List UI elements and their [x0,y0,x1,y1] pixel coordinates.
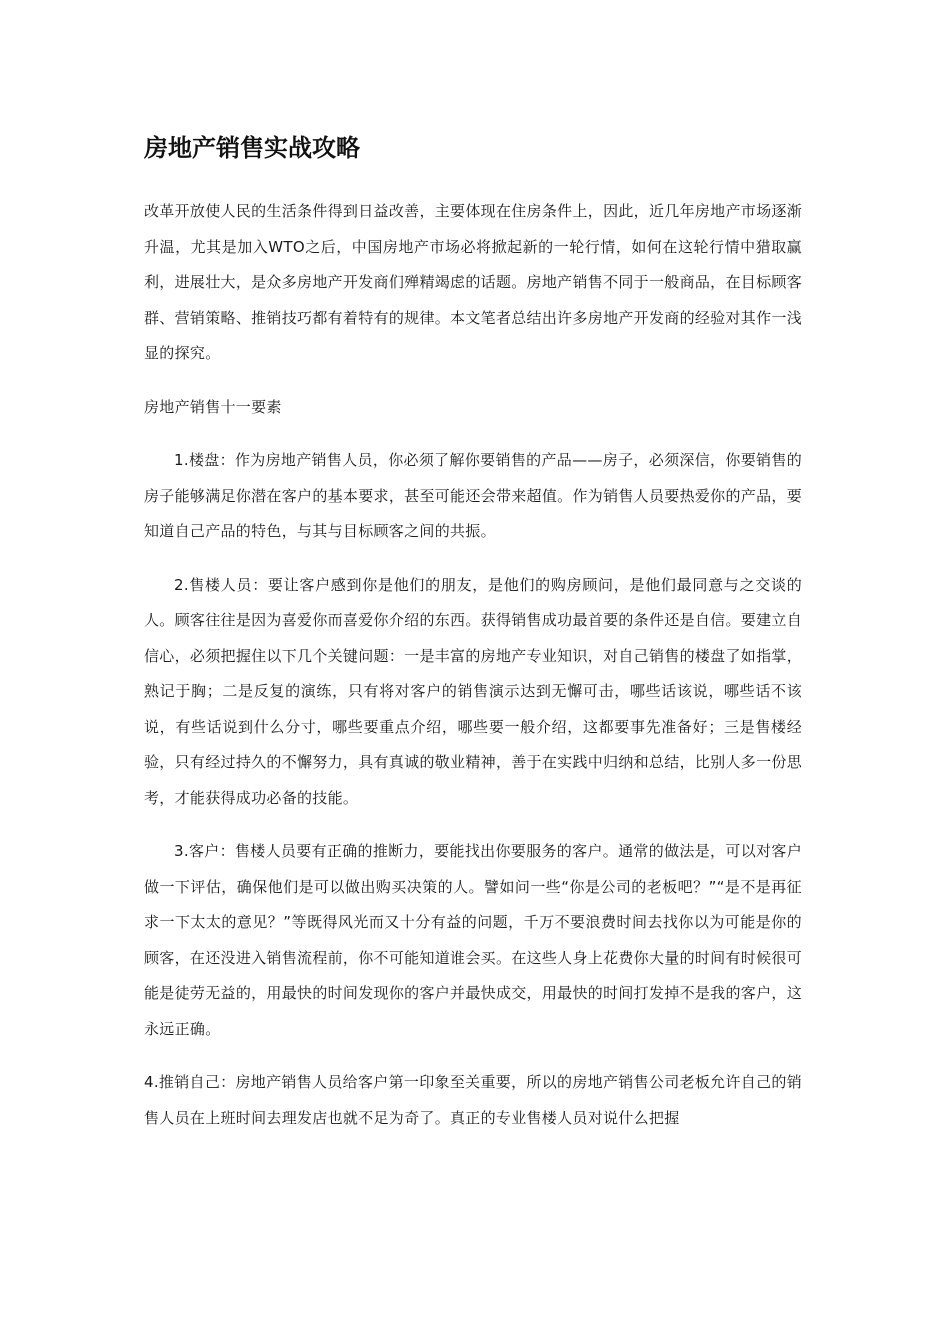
section-paragraph-4: 4.推销自己：房地产销售人员给客户第一印象至关重要，所以的房地产销售公司老板允许自己的销售人员在上班时间去理发店也就不足为奇了。真正的专业售楼人员对说什么把握 [144,1073,802,1127]
document-title: 房地产销售实战攻略 [144,134,360,162]
document-body [144,128,802,1154]
section-paragraph-3: 3.客户：售楼人员要有正确的推断力，要能找出你要服务的客户。通常的做法是，可以对客户做一下评估，确保他们是可以做出购买决策的人。譬如问一些“你是公司的老板吧？”“是不是再征求一下太太的意见？”等既得风光而又十分有益的问题，千万不要浪费时间去找你以为可能是你的顾客，在还没进入销售流程前，你不可能知道谁会买。在这些人身上花费你大量的时间有时候很可能是徒劳无益的，用最快的时间发现你的客户并最快成交，用最快的时间打发掉不是我的客户，这永远正确。 [144,842,802,1038]
section-subheading: 房地产销售十一要素 [144,397,282,416]
section-paragraph-1: 1.楼盘：作为房地产销售人员，你必须了解你要销售的产品——房子，必须深信，你要销售的房子能够满足你潜在客户的基本要求，甚至可能还会带来超值。作为销售人员要热爱你的产品，要知道自己产品的特色，与其与目标顾客之间的共振。 [144,451,802,540]
section-paragraph-2: 2.售楼人员：要让客户感到你是他们的朋友，是他们的购房顾问，是他们最同意与之交谈的人。顾客往往是因为喜爱你而喜爱你介绍的东西。获得销售成功最首要的条件还是自信。要建立自信心，必须把握住以下几个关键问题：一是丰富的房地产专业知识，对自己销售的楼盘了如指掌，熟记于胸；二是反复的演练，只有将对客户的销售演示达到无懈可击，哪些话该说，哪些话不该说，有些话说到什么分寸，哪些要重点介绍，哪些要一般介绍，这都要事先准备好；三是售楼经验，只有经过持久的不懈努力，具有真诚的敬业精神，善于在实践中归纳和总结，比别人多一份思考，才能获得成功必备的技能。 [144,575,802,807]
intro-paragraph: 改革开放使人民的生活条件得到日益改善，主要体现在住房条件上，因此，近几年房地产市场逐渐升温，尤其是加入WTO之后，中国房地产市场必将掀起新的一轮行情，如何在这轮行情中猎取赢利，进展壮大，是众多房地产开发商们殚精竭虑的话题。房地产销售不同于一般商品，在目标顾客群、营销策略、推销技巧都有着特有的规律。本文笔者总结出许多房地产开发商的经验对其作一浅显的探究。 [144,202,802,362]
